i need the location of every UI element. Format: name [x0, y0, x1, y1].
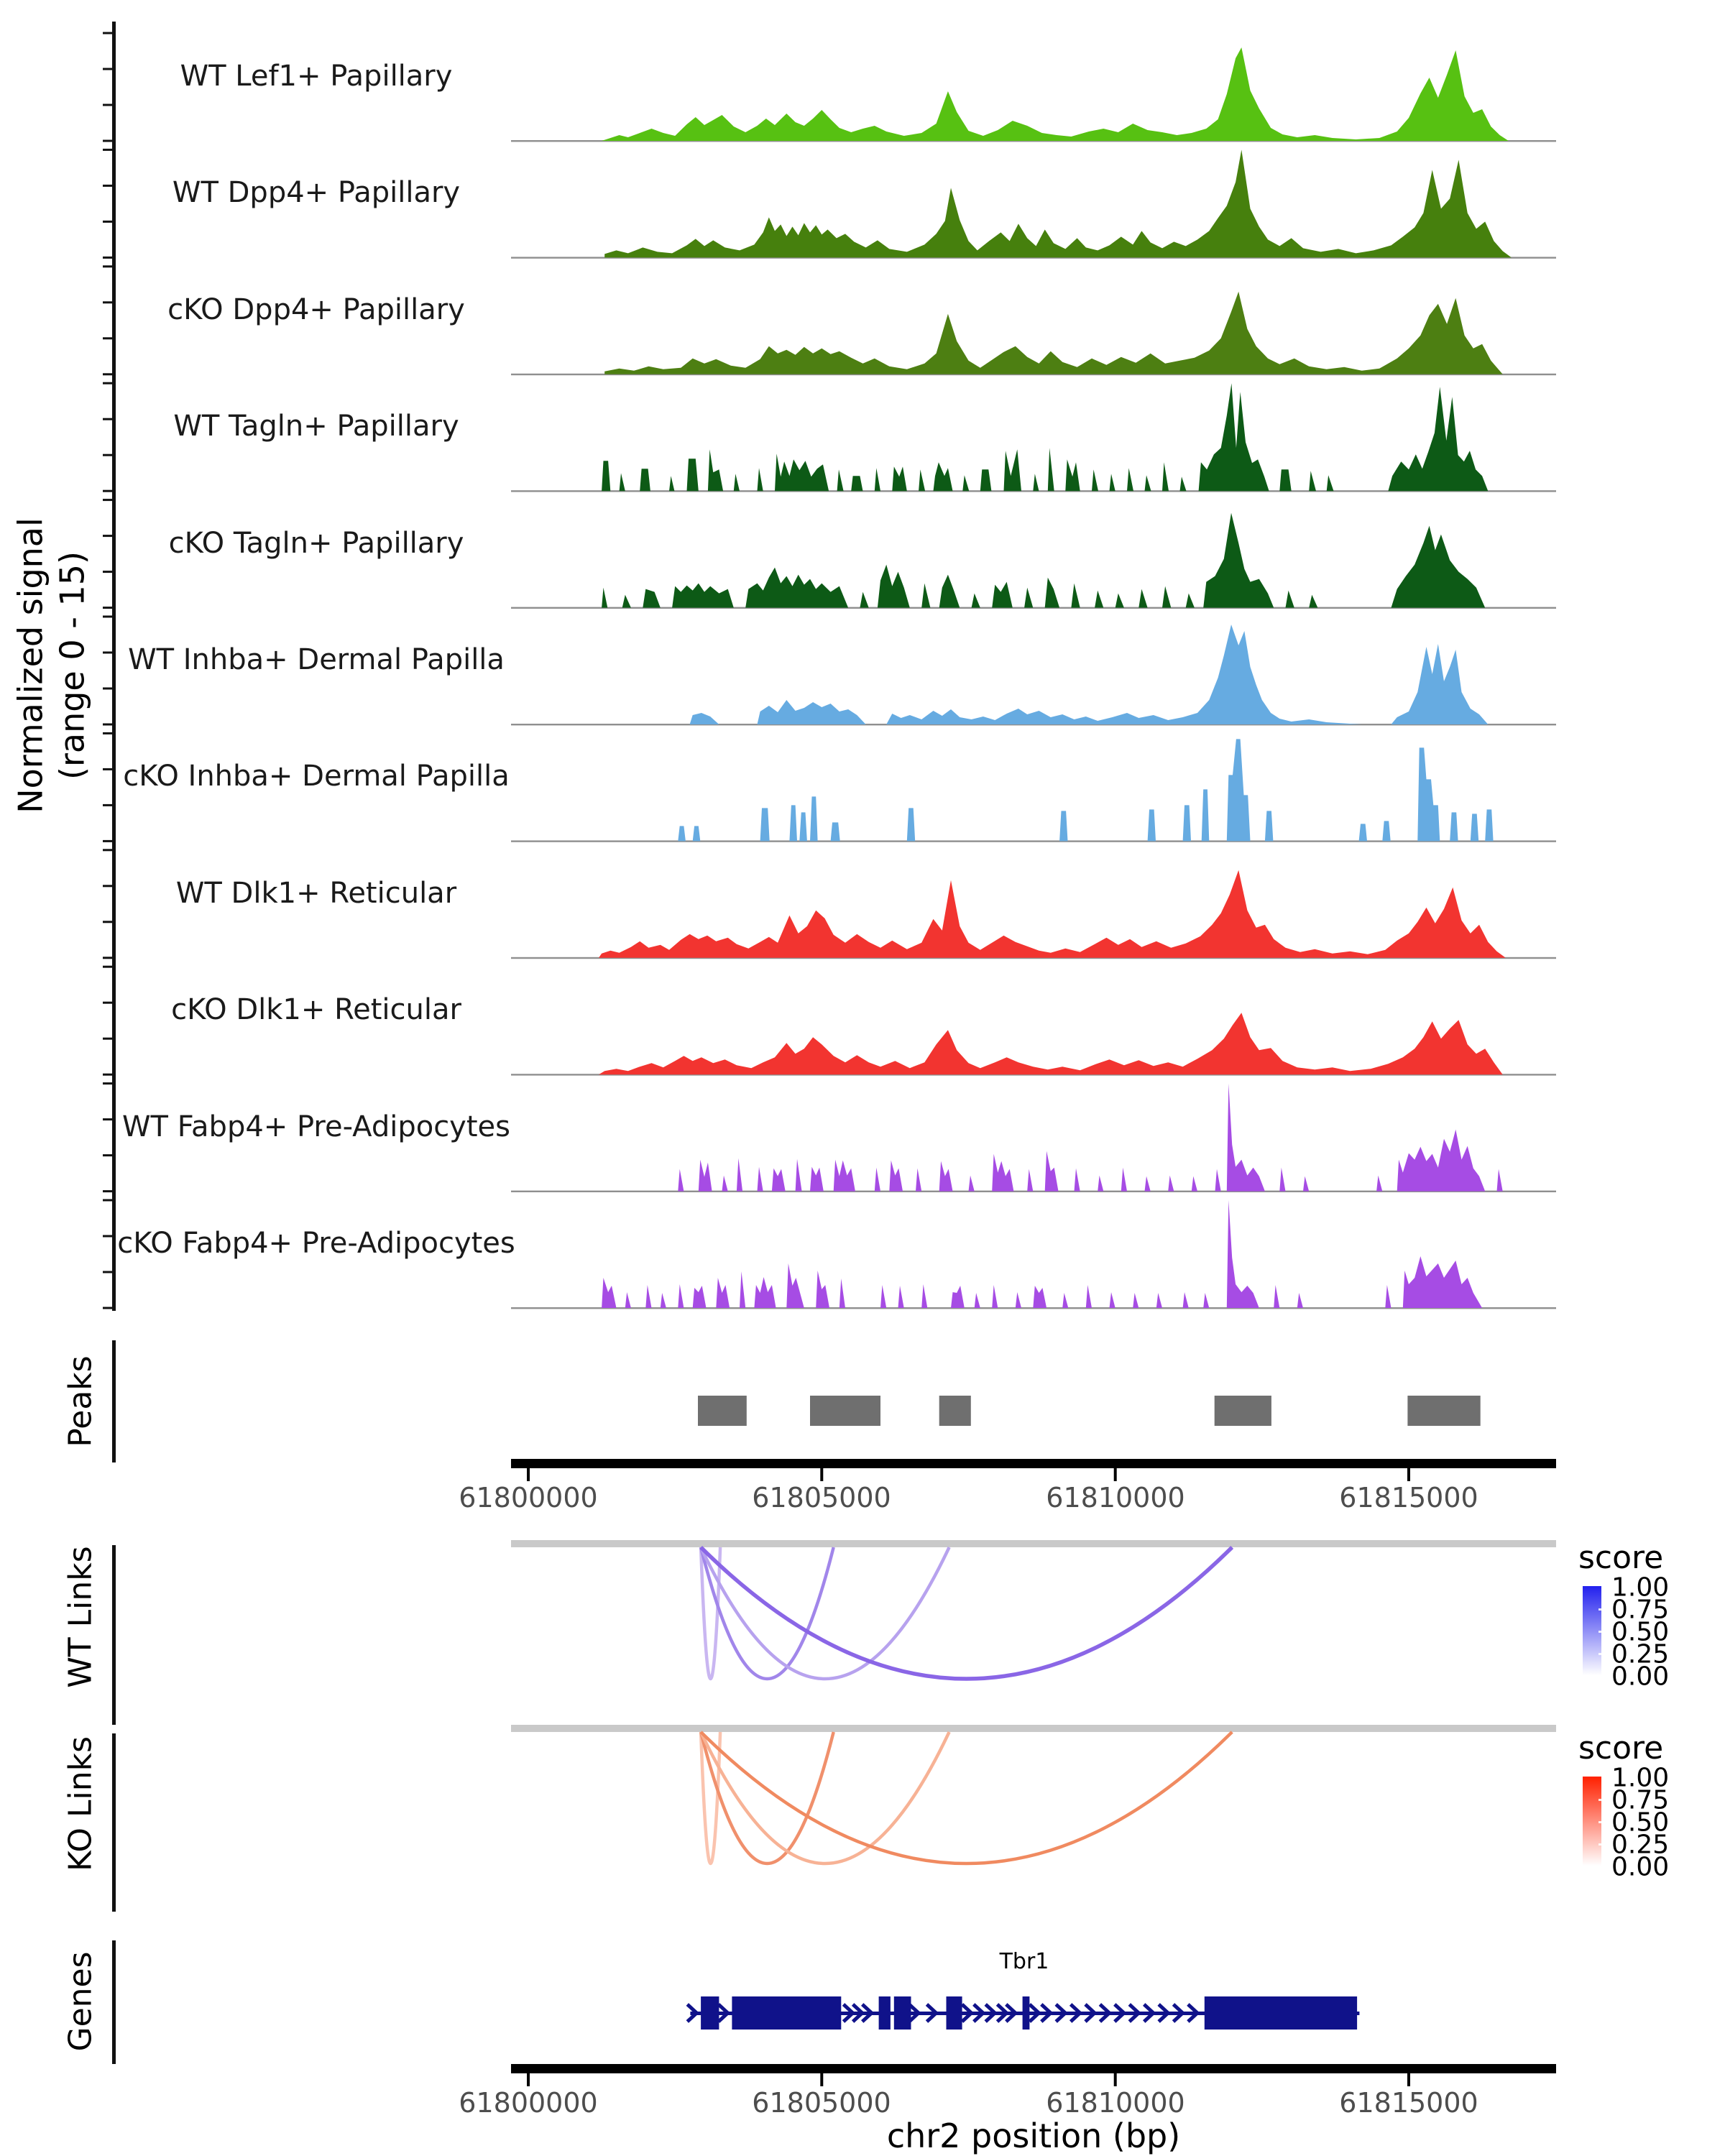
coverage-track-area[interactable] — [678, 1084, 1502, 1192]
peak-interval[interactable] — [939, 1396, 971, 1426]
x-axis-tick — [820, 1468, 823, 1481]
y-axis-tick — [103, 571, 112, 573]
y-axis-tick — [103, 104, 112, 106]
y-axis-tick — [103, 454, 112, 456]
y-axis-tick — [103, 1235, 112, 1238]
x-axis-bar — [511, 2064, 1556, 2073]
x-axis-tick-label: 61810000 — [1046, 2087, 1185, 2119]
section-axis-line — [112, 1733, 116, 1912]
section-axis-line — [112, 1545, 116, 1725]
y-axis-tick — [103, 652, 112, 654]
y-axis-tick — [103, 185, 112, 187]
y-axis-tick — [103, 140, 112, 142]
score-legend-tick-label: 0.75 — [1611, 1785, 1670, 1815]
x-axis-bar — [511, 1459, 1556, 1468]
x-axis-tick — [527, 1468, 530, 1481]
score-legend-tick-label: 0.75 — [1611, 1595, 1670, 1625]
gene-name-label: Tbr1 — [999, 1949, 1049, 1974]
x-axis-tick-label: 61805000 — [752, 2087, 891, 2119]
track-baseline — [511, 840, 1556, 842]
y-axis-tick — [103, 382, 112, 384]
link-arc[interactable] — [701, 1732, 1232, 1864]
y-axis-tick — [103, 1271, 112, 1273]
coverage-track-area[interactable] — [602, 47, 1509, 141]
y-axis-tick — [103, 768, 112, 770]
coverage-track-area[interactable] — [604, 149, 1512, 257]
colorbar-notch — [1598, 1821, 1606, 1823]
x-axis-tick-label: 61815000 — [1339, 1482, 1478, 1514]
gene-exon[interactable] — [701, 1996, 719, 2030]
coverage-track-area[interactable] — [602, 1200, 1482, 1308]
y-axis-tick — [103, 301, 112, 303]
y-axis-tick — [103, 957, 112, 959]
coverage-track-area[interactable] — [678, 739, 1493, 841]
track-label: cKO Dpp4+ Papillary — [167, 293, 465, 326]
gene-exon[interactable] — [879, 1996, 891, 2030]
x-axis-tick-label: 61815000 — [1339, 2087, 1478, 2119]
section-axis-line — [112, 1340, 116, 1462]
score-legend-tick-label: 0.00 — [1611, 1662, 1670, 1692]
ko-score-legend — [1578, 1730, 1722, 1917]
y-axis-title-line2: (range 0 - 15) — [52, 551, 91, 780]
y-axis-tick — [103, 1307, 112, 1309]
wt-score-legend — [1578, 1539, 1722, 1726]
track-label: cKO Dlk1+ Reticular — [171, 993, 461, 1026]
y-axis-tick — [103, 849, 112, 851]
link-arc[interactable] — [701, 1547, 949, 1679]
x-axis-tick — [1114, 2073, 1117, 2086]
y-axis-tick — [103, 921, 112, 923]
x-axis-tick-label: 61800000 — [459, 1482, 598, 1514]
track-label: cKO Tagln+ Papillary — [168, 527, 464, 560]
gene-exon[interactable] — [1205, 1996, 1357, 2030]
section-label-ko-links: KO Links — [62, 1736, 99, 1872]
track-label: cKO Fabp4+ Pre-Adipocytes — [117, 1227, 515, 1260]
y-axis-tick — [103, 418, 112, 420]
y-axis-tick — [103, 337, 112, 339]
track-label: WT Dpp4+ Papillary — [172, 176, 461, 209]
y-axis-tick — [103, 32, 112, 34]
gene-exon[interactable] — [894, 1996, 911, 2030]
score-legend-tick-label: 1.00 — [1611, 1572, 1670, 1603]
track-label: WT Tagln+ Papillary — [173, 410, 459, 443]
y-axis-tick — [103, 885, 112, 887]
y-axis-tick — [103, 257, 112, 259]
track-label: WT Dlk1+ Reticular — [175, 877, 457, 910]
score-legend-tick-label: 1.00 — [1611, 1763, 1670, 1793]
y-axis-title-line1: Normalized signal — [11, 517, 50, 814]
y-axis-tick — [103, 616, 112, 618]
coverage-track-area[interactable] — [604, 292, 1503, 374]
links-top-bar — [511, 1725, 1556, 1732]
y-axis-tick — [103, 265, 112, 267]
section-label-wt-links: WT Links — [62, 1546, 99, 1688]
peak-interval[interactable] — [810, 1396, 880, 1426]
section-axis-line — [112, 1940, 116, 2064]
track-label: WT Lef1+ Papillary — [180, 60, 453, 93]
track-label: WT Fabp4+ Pre-Adipocytes — [122, 1110, 510, 1143]
x-axis-tick-label: 61805000 — [752, 1482, 891, 1514]
coverage-track-area[interactable] — [599, 1013, 1503, 1074]
x-axis-title: chr2 position (bp) — [886, 2116, 1181, 2155]
y-axis-tick — [103, 732, 112, 734]
colorbar-notch — [1598, 1843, 1606, 1846]
track-label: cKO Inhba+ Dermal Papilla — [123, 760, 510, 793]
y-axis-tick — [103, 221, 112, 223]
coverage-track-area[interactable] — [599, 870, 1506, 958]
score-legend-tick-label: 0.50 — [1611, 1807, 1670, 1838]
y-axis-tick — [103, 1074, 112, 1076]
y-axis-tick — [103, 688, 112, 690]
x-axis-tick — [820, 2073, 823, 2086]
x-axis-tick-label: 61800000 — [459, 2087, 598, 2119]
y-axis-tick — [103, 840, 112, 842]
y-axis-tick — [103, 1082, 112, 1084]
colorbar-notch — [1598, 1799, 1606, 1801]
x-axis-tick — [1114, 1468, 1117, 1481]
y-axis-tick — [103, 966, 112, 968]
x-axis-tick — [527, 2073, 530, 2086]
x-axis-tick — [1407, 1468, 1410, 1481]
peak-interval[interactable] — [698, 1396, 747, 1426]
link-arc[interactable] — [701, 1732, 949, 1864]
track-label: WT Inhba+ Dermal Papilla — [128, 643, 505, 676]
colorbar-notch — [1598, 1653, 1606, 1655]
y-axis-title — [11, 517, 93, 814]
y-axis-tick — [103, 535, 112, 537]
colorbar-notch — [1598, 1608, 1606, 1611]
x-axis-tick-label: 61810000 — [1046, 1482, 1185, 1514]
x-axis-tick — [1407, 2073, 1410, 2086]
score-legend-tick-label: 0.25 — [1611, 1639, 1670, 1669]
score-legend-tick-label: 0.25 — [1611, 1830, 1670, 1860]
coverage-track-area[interactable] — [602, 513, 1485, 608]
y-axis-tick — [103, 68, 112, 70]
score-legend-tick-label: 0.50 — [1611, 1617, 1670, 1647]
section-label-peaks: Peaks — [62, 1355, 99, 1447]
y-axis-tick — [103, 490, 112, 492]
y-axis-tick — [103, 1118, 112, 1120]
y-axis-tick — [103, 607, 112, 609]
link-arc[interactable] — [701, 1547, 1232, 1679]
coverage-track-area[interactable] — [602, 383, 1488, 491]
y-axis-tick — [103, 1190, 112, 1192]
y-axis-tick — [103, 1199, 112, 1202]
y-axis-tick — [103, 149, 112, 151]
y-axis-tick — [103, 1002, 112, 1004]
peak-interval[interactable] — [1215, 1396, 1271, 1426]
peak-interval[interactable] — [1407, 1396, 1480, 1426]
y-axis-tick — [103, 1038, 112, 1040]
ko-score-legend-title: score — [1578, 1730, 1664, 1766]
y-axis-tick — [103, 1154, 112, 1156]
section-label-genes: Genes — [62, 1951, 99, 2052]
colorbar-notch — [1598, 1631, 1606, 1633]
y-axis-tick — [103, 499, 112, 501]
y-axis-tick — [103, 373, 112, 375]
links-top-bar — [511, 1540, 1556, 1547]
score-legend-tick-label: 0.00 — [1611, 1852, 1670, 1882]
coverage-y-axis-line — [112, 22, 116, 1311]
y-axis-tick — [103, 724, 112, 726]
ko-score-colorbar — [1583, 1777, 1601, 1866]
wt-score-colorbar — [1583, 1586, 1601, 1675]
coverage-track-area[interactable] — [690, 625, 1489, 724]
y-axis-tick — [103, 804, 112, 806]
gene-exon[interactable] — [732, 1996, 841, 2030]
gene-exon[interactable] — [1023, 1996, 1030, 2030]
gene-exon[interactable] — [947, 1996, 962, 2030]
wt-score-legend-title: score — [1578, 1539, 1664, 1576]
